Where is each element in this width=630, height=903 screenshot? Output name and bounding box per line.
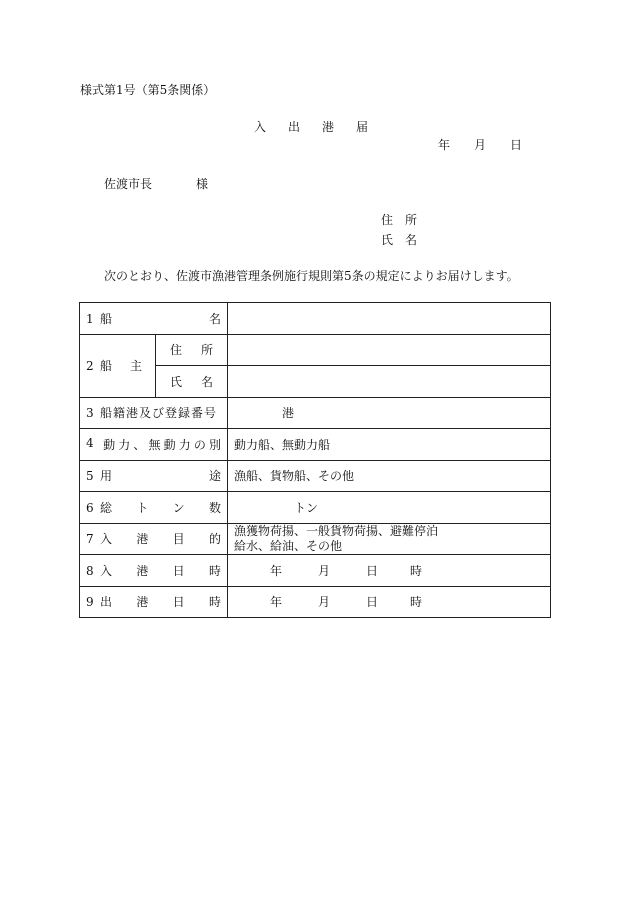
label-char: 住 — [170, 343, 183, 358]
title-char: 届 — [356, 120, 369, 134]
row-number: 3 — [86, 406, 94, 421]
row-number: 4 — [86, 435, 94, 450]
form-number: 様式第1号（第5条関係） — [80, 83, 216, 97]
row-number: 9 — [86, 595, 94, 610]
label-exit-datetime — [80, 586, 228, 618]
label-registry — [80, 397, 228, 429]
label-entry-datetime — [80, 555, 228, 587]
label-char: 船 — [100, 359, 113, 373]
addressee — [104, 175, 209, 192]
title-char: 入 — [254, 120, 267, 134]
table-row — [80, 334, 551, 366]
unit-year: 年 — [270, 563, 283, 578]
table-row — [80, 555, 551, 587]
label-char: 港 — [136, 563, 149, 578]
label-power-type — [80, 429, 228, 461]
label-char: 無 — [148, 437, 161, 452]
registry-field[interactable] — [228, 397, 551, 429]
power-type-field[interactable]: 動力船、無動力船 — [228, 429, 551, 461]
table-row — [80, 429, 551, 461]
label-char: 港 — [136, 532, 149, 547]
unit-hour: 時 — [410, 563, 423, 578]
label-owner-address — [156, 334, 228, 366]
owner-address-field[interactable] — [228, 334, 551, 366]
label-tonnage — [80, 492, 228, 524]
table-row — [80, 586, 551, 618]
label-char: 動 — [103, 437, 116, 452]
label-char: 入 — [100, 563, 113, 578]
tonnage-field[interactable] — [228, 492, 551, 524]
label-char: 出 — [100, 595, 113, 610]
table-row — [80, 397, 551, 429]
label-char: 数 — [208, 500, 221, 515]
label-char: 的 — [208, 532, 221, 547]
title-char: 港 — [322, 120, 335, 134]
label-entry-purpose — [80, 523, 228, 555]
label-char: 日 — [172, 563, 185, 578]
form-table — [79, 302, 551, 618]
unit-day: 日 — [366, 595, 379, 610]
row-number: 5 — [86, 469, 94, 484]
tonnage-unit: トン — [294, 500, 319, 515]
label-ship-name — [80, 303, 228, 335]
addressee-name: 佐渡市長 — [104, 177, 153, 191]
row-number: 2 — [86, 359, 94, 373]
date-day: 日 — [510, 138, 523, 152]
table-row — [80, 460, 551, 492]
row-number: 7 — [86, 532, 94, 547]
label-char: 用 — [100, 469, 113, 484]
label-owner-name — [156, 366, 228, 398]
table-row — [80, 492, 551, 524]
unit-month: 月 — [318, 563, 331, 578]
label-char: 途 — [208, 469, 221, 484]
unit-year: 年 — [270, 595, 283, 610]
addressee-suffix: 様 — [196, 177, 209, 191]
label-usage — [80, 460, 228, 492]
label-char: 名 — [208, 311, 221, 326]
purpose-line: 給水、給油、その他 — [234, 538, 343, 553]
label-char: 氏 — [170, 374, 183, 389]
label-char: 総 — [100, 500, 113, 515]
intro-text: 次のとおり、佐渡市漁港管理条例施行規則第5条の規定によりお届けします。 — [104, 269, 519, 283]
purpose-line: 漁獲物荷揚、一般貨物荷揚、避難停泊 — [234, 523, 439, 538]
label-char: 動 — [163, 437, 176, 452]
label-char: 、 — [133, 437, 146, 452]
label-char: 船 — [100, 311, 113, 326]
exit-datetime-field[interactable] — [228, 586, 551, 618]
row-number: 1 — [86, 311, 94, 326]
label-char: 力 — [118, 437, 131, 452]
label-char: 時 — [208, 563, 221, 578]
label-char: 入 — [100, 532, 113, 547]
unit-day: 日 — [366, 563, 379, 578]
label-char: の — [193, 437, 206, 452]
row-number: 8 — [86, 563, 94, 578]
form-title — [254, 118, 368, 135]
entry-datetime-field[interactable] — [228, 555, 551, 587]
label-text: 船籍港及び登録番号 — [100, 406, 218, 421]
owner-name-field[interactable] — [228, 366, 551, 398]
applicant-name-label: 氏 名 — [381, 233, 418, 247]
port-suffix: 港 — [282, 406, 295, 421]
label-char: 時 — [208, 595, 221, 610]
label-char: 港 — [136, 595, 149, 610]
date-line — [438, 136, 522, 153]
label-char: 所 — [200, 343, 213, 358]
label-char: 目 — [172, 532, 185, 547]
label-char: 主 — [130, 359, 143, 373]
date-month: 月 — [474, 138, 487, 152]
label-char: ト — [136, 500, 149, 515]
label-char: 別 — [208, 437, 221, 452]
table-row — [80, 523, 551, 555]
ship-name-field[interactable] — [228, 303, 551, 335]
applicant-address-label: 住 所 — [381, 213, 418, 227]
date-year: 年 — [438, 138, 451, 152]
entry-purpose-field[interactable] — [228, 523, 551, 555]
label-owner — [80, 334, 156, 397]
unit-hour: 時 — [410, 595, 423, 610]
title-char: 出 — [288, 120, 301, 134]
label-char: 力 — [178, 437, 191, 452]
label-char: 名 — [200, 374, 213, 389]
table-row — [80, 303, 551, 335]
label-char: ン — [172, 500, 185, 515]
row-number: 6 — [86, 500, 94, 515]
unit-month: 月 — [318, 595, 331, 610]
usage-field[interactable]: 漁船、貨物船、その他 — [228, 460, 551, 492]
label-char: 日 — [172, 595, 185, 610]
